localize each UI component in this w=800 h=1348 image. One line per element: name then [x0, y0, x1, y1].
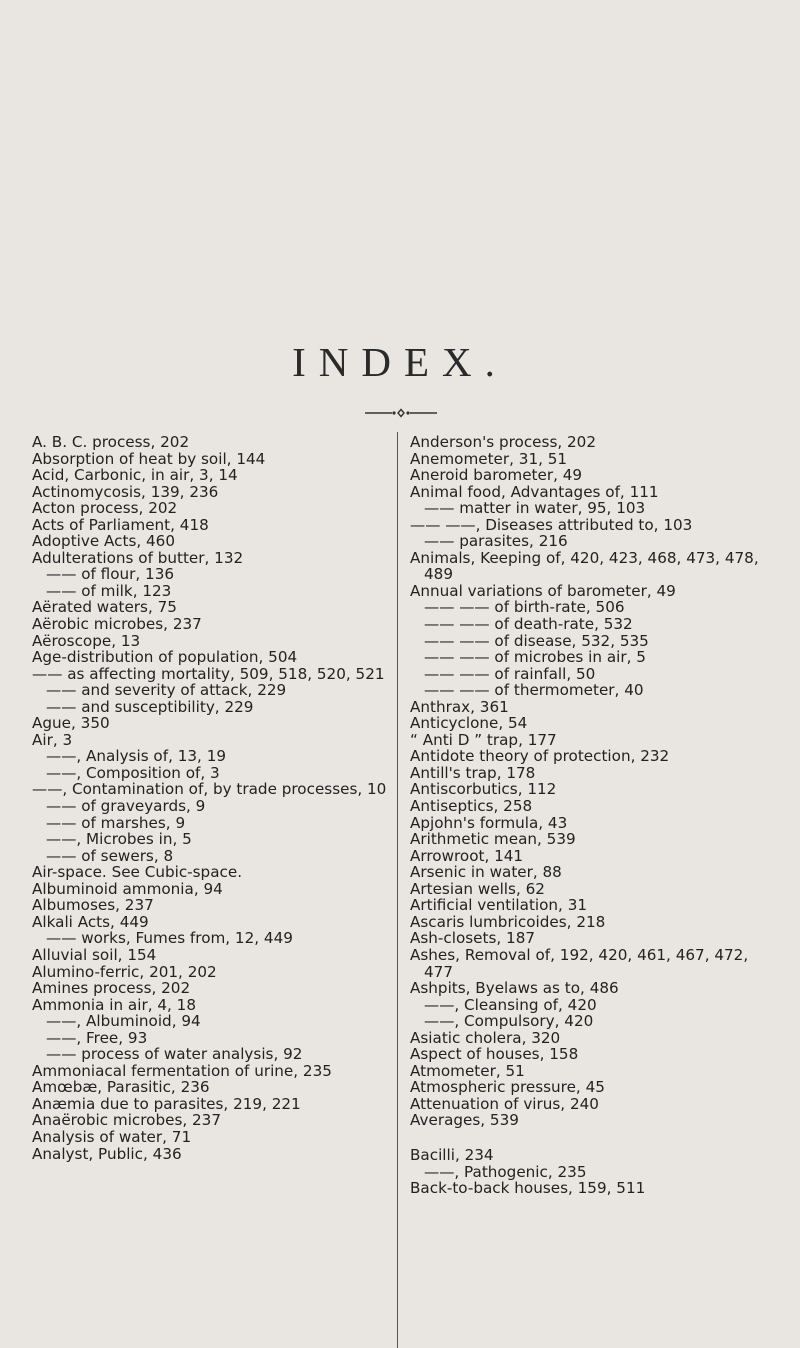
index-entry: Absorption of heat by soil, 144	[32, 449, 266, 468]
index-entry: Age-distribution of population, 504	[32, 648, 298, 667]
index-subentry: —— —— of rainfall, 50	[424, 664, 596, 683]
index-entry: Adulterations of butter, 132	[32, 548, 244, 567]
index-subentry: —— of sewers, 8	[46, 846, 174, 865]
index-entry: Analysis of water, 71	[32, 1127, 192, 1146]
index-entry: Albuminoid ammonia, 94	[32, 879, 223, 898]
index-entry: Adoptive Acts, 460	[32, 532, 176, 551]
index-entry: Anemometer, 31, 51	[410, 449, 568, 468]
index-entry: Amœbæ, Parasitic, 236	[32, 1078, 210, 1097]
index-entry: Apjohn's formula, 43	[410, 813, 568, 832]
index-subentry: —— works, Fumes from, 12, 449	[46, 929, 293, 948]
index-subentry: —— parasites, 216	[424, 532, 568, 551]
index-entry: Annual variations of barometer, 49	[410, 581, 676, 600]
index-title: INDEX.	[292, 339, 508, 385]
index-entry: Antiscorbutics, 112	[410, 780, 557, 799]
index-subentry: —— of marshes, 9	[46, 813, 186, 832]
index-entry: Alumino-ferric, 201, 202	[32, 962, 217, 981]
index-entry: Atmospheric pressure, 45	[410, 1078, 605, 1097]
index-subentry: ——, Microbes in, 5	[46, 830, 192, 849]
index-subentry: —— matter in water, 95, 103	[424, 499, 646, 518]
index-entry: Alluvial soil, 154	[32, 945, 157, 964]
index-entry: Aërated waters, 75	[32, 598, 177, 617]
index-entry: Ammoniacal fermentation of urine, 235	[32, 1061, 332, 1080]
index-entry: Arrowroot, 141	[410, 846, 524, 865]
index-subentry: —— —— of microbes in air, 5	[424, 648, 646, 667]
letter-section-gap	[410, 1129, 765, 1147]
index-entry: Animal food, Advantages of, 111	[410, 482, 659, 501]
index-entry: Albumoses, 237	[32, 896, 154, 915]
index-subentry: —— of milk, 123	[46, 581, 172, 600]
index-subentry: ——, Albuminoid, 94	[46, 1012, 201, 1031]
index-entry: Arsenic in water, 88	[410, 863, 562, 882]
index-entry: A. B. C. process, 202	[32, 433, 190, 451]
index-entry: Aspect of houses, 158	[410, 1045, 579, 1064]
index-entry: Anaërobic microbes, 237	[32, 1111, 222, 1130]
index-entry: Animals, Keeping of, 420, 423, 468, 473, 478, 489	[410, 548, 759, 584]
index-subentry: ——, Compulsory, 420	[424, 1012, 594, 1031]
index-entry: Anæmia due to parasites, 219, 221	[32, 1094, 301, 1113]
index-entry: Antill's trap, 178	[410, 763, 536, 782]
index-entry: Air-space. See Cubic-space.	[32, 863, 243, 882]
index-subentry: —— as affecting mortality, 509, 518, 520, 521	[32, 664, 385, 683]
index-entry: Arithmetic mean, 539	[410, 830, 576, 849]
index-subentry: ——, Pathogenic, 235	[424, 1162, 587, 1181]
index-entry: Artesian wells, 62	[410, 879, 545, 898]
index-subentry: —— —— of birth-rate, 506	[424, 598, 625, 617]
index-entry: Artificial ventilation, 31	[410, 896, 588, 915]
index-subentry: —— —— of thermometer, 40	[424, 681, 644, 700]
index-subentry: —— of flour, 136	[46, 565, 175, 584]
index-entry: Bacilli, 234	[410, 1145, 494, 1164]
column-divider	[397, 432, 398, 1348]
index-entry: Anderson's process, 202	[410, 433, 596, 451]
index-entry: “ Anti D ” trap, 177	[410, 730, 557, 749]
index-entry: Asiatic cholera, 320	[410, 1028, 561, 1047]
index-subentry: —— and severity of attack, 229	[46, 681, 287, 700]
index-entry: Ague, 350	[32, 714, 110, 733]
index-subentry: ——, Cleansing of, 420	[424, 995, 597, 1014]
index-subentry: ——, Free, 93	[46, 1028, 148, 1047]
title-ornament	[365, 408, 437, 418]
index-entry: Analyst, Public, 436	[32, 1144, 182, 1163]
index-subentry: —— of graveyards, 9	[46, 797, 206, 816]
index-entry: Actinomycosis, 139, 236	[32, 482, 219, 501]
index-entry: Ashes, Removal of, 192, 420, 461, 467, 472, 477	[410, 945, 749, 981]
index-subentry: ——, Contamination of, by trade processes, 10	[32, 780, 387, 799]
index-entry: Ascaris lumbricoides, 218	[410, 912, 606, 931]
index-subentry: —— process of water analysis, 92	[46, 1045, 303, 1064]
index-entry: Attenuation of virus, 240	[410, 1094, 599, 1113]
index-column-right	[410, 434, 765, 1197]
index-entry: Ammonia in air, 4, 18	[32, 995, 196, 1014]
index-subentry: —— and susceptibility, 229	[46, 697, 254, 716]
index-entry: Ashpits, Byelaws as to, 486	[410, 979, 619, 998]
index-subentry: —— ——, Diseases attributed to, 103	[410, 515, 693, 534]
index-subentry: ——, Analysis of, 13, 19	[46, 747, 227, 766]
index-entry: Amines process, 202	[32, 979, 191, 998]
index-entry: Aërobic microbes, 237	[32, 615, 202, 634]
index-entry: Ash-closets, 187	[410, 929, 536, 948]
index-entry: Back-to-back houses, 159, 511	[410, 1179, 646, 1198]
index-entry: Alkali Acts, 449	[32, 912, 149, 931]
index-entry: Anthrax, 361	[410, 697, 509, 716]
index-entry: Aneroid barometer, 49	[410, 466, 583, 485]
index-entry: Acton process, 202	[32, 499, 178, 518]
index-entry: Antiseptics, 258	[410, 797, 533, 816]
index-entry: Acid, Carbonic, in air, 3, 14	[32, 466, 238, 485]
index-entry: Acts of Parliament, 418	[32, 515, 209, 534]
index-entry: Atmometer, 51	[410, 1061, 525, 1080]
index-entry: Anticyclone, 54	[410, 714, 528, 733]
index-entry: Aëroscope, 13	[32, 631, 141, 650]
index-entry: Antidote theory of protection, 232	[410, 747, 670, 766]
index-subentry: ——, Composition of, 3	[46, 763, 220, 782]
index-entry: Averages, 539	[410, 1111, 519, 1130]
index-subentry: —— —— of death-rate, 532	[424, 615, 633, 634]
index-subentry: —— —— of disease, 532, 535	[424, 631, 649, 650]
index-entry: Air, 3	[32, 730, 73, 749]
index-column-left	[32, 434, 387, 1162]
